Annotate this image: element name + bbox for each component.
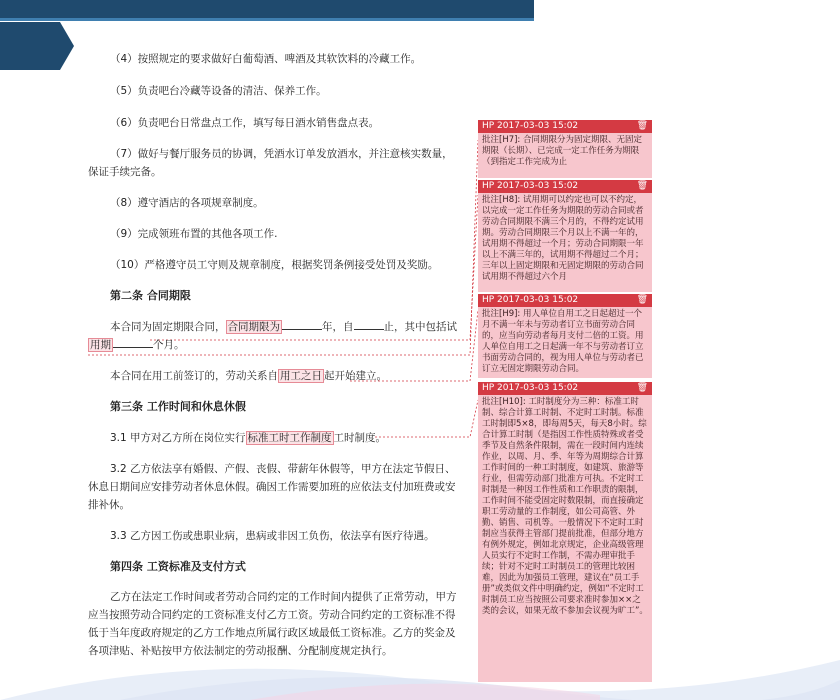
blank-years [282, 320, 322, 330]
comment-text: 批注[H8]: 试用期可以约定也可以不约定，以完成一定工作任务为期限的劳动合同或者劳动合同期限不满三个月的，不得约定试用期。劳动合同期限三个月以上不满一年的，试用期不得超过一个月；劳动合同期限一年以上不满三年的，试用期不得超过二个月；三年以上固定期限和无固定期限的劳动合同试用期不得超过六个月 [482, 195, 644, 282]
article-2-para1-line2 [88, 338, 185, 352]
comment-h10[interactable] [478, 382, 652, 682]
duty-item-5: （5）负责吧台冷藏等设备的清洁、保养工作。 [110, 85, 327, 97]
text-segment: 年，自 [322, 321, 354, 333]
highlight-contract-term: 合同期限为 [227, 321, 280, 333]
article-3-heading: 第三条 工作时间和休息休假 [110, 400, 246, 413]
article-3-2-line1: 3.2 乙方依法享有婚假、产假、丧假、带薪年休假等，甲方在法定节假日、 [110, 463, 456, 475]
text-segment: 本合同为固定期限合同， [110, 321, 226, 333]
article-4-line1: 乙方在法定工作时间或者劳动合同约定的工作时间内提供了正常劳动，甲方 [110, 591, 457, 603]
trash-icon[interactable]: 🗑 [636, 383, 648, 393]
highlight-probation: 用期 [90, 339, 111, 351]
duty-item-7-line2: 保证手续完备。 [88, 166, 162, 178]
text-segment: 工时制度。 [333, 432, 387, 444]
article-3-1 [110, 431, 386, 445]
text-segment: 本合同在用工前签订的，劳动关系自 [110, 370, 278, 382]
article-2-para2 [110, 369, 387, 383]
article-4-line2: 应当按照劳动合同约定的工资标准支付乙方工资。劳动合同约定的工资标准不得 [88, 609, 456, 621]
comment-header [478, 120, 652, 133]
text-segment: 起开始建立。 [324, 370, 387, 382]
trash-icon[interactable]: 🗑 [636, 295, 648, 305]
article-3-2-line2: 休息日期间应安排劳动者休息休假。确因工作需要加班的应依法支付加班费或安 [88, 481, 456, 493]
comment-text: 批注[H7]: 合同期限分为固定期限、无固定期限（长期）、已完成一定工作任务为期限（到指定工作完成为止 [482, 135, 642, 167]
comment-h7[interactable] [478, 120, 652, 178]
chevron-decoration [0, 22, 74, 70]
comment-header [478, 294, 652, 307]
comment-author: HP 2017-03-03 15:02 [482, 295, 579, 305]
article-3-3: 3.3 乙方因工伤或患职业病，患病或非因工负伤，依法享有医疗待遇。 [110, 530, 435, 542]
comment-author: HP 2017-03-03 15:02 [482, 383, 579, 393]
article-2-para1-line1 [110, 320, 457, 334]
text-segment: 止，其中包括试 [383, 321, 457, 333]
trash-icon[interactable]: 🗑 [636, 181, 648, 191]
header-banner [0, 0, 534, 18]
comment-text: 批注[H10]: 工时制度分为三种：标准工时制、综合计算工时制、不定时工时制。标准工时制即5×8，即每周5天，每天8小时。综合计算工时制（是指因工作性质特殊或者受季节及自然条件限制，需在一段时间内连续作业，以周、月、季、年等为周期综合计算工作时间的一种工时制度，如建筑、旅游等行业，但需劳动部门批准方可执。不定时工时制是一种因工作性质和工作职责的限制，工作时间不能受固定时数限制，而直接确定职工劳动量的工作制度，如公司高管、外勤、销售、司机等。一般情况下不定时工时制应当获得主管部门提前批准，但部分地方有例外规定，例如北京规定，企业高级管理人员实行不定时工作制，不需办理审批手续；针对不定时工时制员工的管理比较困难，因此为加强员工管理，建议在“员工手册”或类似文件中明确约定，例如“不定时工时制员工应当按照公司要求准时参加××之类的会议，如果无故不参加会议视为旷工”。 [482, 397, 648, 616]
duty-item-7-line1: （7）做好与餐厅服务员的协调，凭酒水订单发放酒水，并注意核实数量， [110, 148, 453, 160]
article-2-heading: 第二条 合同期限 [110, 289, 191, 302]
text-segment: 3.1 甲方对乙方所在岗位实行 [110, 432, 246, 444]
comment-h9[interactable] [478, 294, 652, 378]
comment-h8[interactable] [478, 180, 652, 292]
highlight-standard-hours: 标准工时工作制度 [247, 432, 332, 444]
article-4-line3: 低于当年度政府规定的乙方工作地点所属行政区域最低工资标准。乙方的奖金及 [88, 627, 456, 639]
trash-icon[interactable]: 🗑 [636, 121, 648, 131]
comment-header [478, 382, 652, 395]
duty-item-8: （8）遵守酒店的各项规章制度。 [110, 197, 264, 209]
article-4-heading: 第四条 工资标准及支付方式 [110, 560, 246, 573]
article-3-2-line3: 排补休。 [88, 499, 130, 511]
duty-item-9: （9）完成领班布置的其他各项工作. [110, 228, 278, 240]
highlight-employment-date: 用工之日 [280, 370, 322, 382]
text-segment: 个月。 [153, 339, 185, 351]
comment-author: HP 2017-03-03 15:02 [482, 181, 579, 191]
blank-until [354, 320, 384, 330]
article-4-line4: 各项津贴、补贴按甲方依法制定的劳动报酬、分配制度规定执行。 [88, 645, 393, 657]
duty-item-6: （6）负责吧台日常盘点工作，填写每日酒水销售盘点表。 [110, 117, 380, 129]
comment-text: 批注[H9]: 用人单位自用工之日起超过一个月不满一年未与劳动者订立书面劳动合同的，应当向劳动者每月支付二倍的工资。用人单位自用工之日起满一年不与劳动者订立书面劳动合同的，视为用人单位与劳动者已订立无固定期限劳动合同。 [482, 309, 644, 374]
comment-author: HP 2017-03-03 15:02 [482, 121, 579, 131]
blank-months [113, 338, 153, 348]
comment-header [478, 180, 652, 193]
duty-item-10: （10）严格遵守员工守则及规章制度，根据奖罚条例接受处罚及奖励。 [110, 259, 439, 271]
duty-item-4: （4）按照规定的要求做好白葡萄酒、啤酒及其软饮料的冷藏工作。 [110, 53, 422, 65]
